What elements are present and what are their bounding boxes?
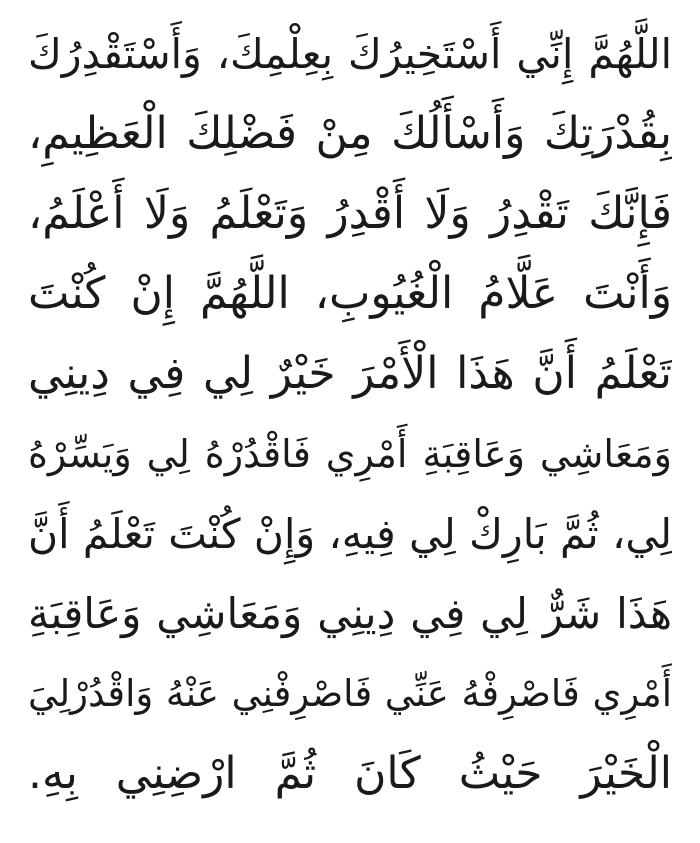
dua-line-8: هَذَا شَرٌّ لِي فِي دِينِي وَمَعَاشِي وَعَاقِبَةِ bbox=[28, 589, 672, 638]
dua-line-1: اللَّهُمَّ إِنِّي أَسْتَخِيرُكَ بِعِلْمِكَ، وَأَسْتَقْدِرُكَ bbox=[28, 30, 672, 78]
dua-line-9: أَمْرِي فَاصْرِفْهُ عَنِّي فَاصْرِفْنِي عَنْهُ وَاقْدُرْلِيَ bbox=[28, 672, 672, 715]
dua-line-4: وَأَنْتَ عَلَّامُ الْغُيُوبِ، اللَّهُمَّ إِنْ كُنْتَ bbox=[28, 268, 672, 319]
dua-line-6: وَمَعَاشِي وَعَاقِبَةِ أَمْرِي فَاقْدُرْهُ لِي وَيَسِّرْهُ bbox=[28, 432, 672, 476]
dua-line-7: لِي، ثُمَّ بَارِكْ لِي فِيهِ، وَإِنْ كُنْتَ تَعْلَمُ أَنَّ bbox=[28, 510, 672, 558]
dua-line-3: فَإِنَّكَ تَقْدِرُ وَلَا أَقْدِرُ وَتَعْلَمُ وَلَا أَعْلَمُ، bbox=[28, 188, 672, 239]
dua-line-5: تَعْلَمُ أَنَّ هَذَا الْأَمْرَ خَيْرٌ لِي فِي دِينِي bbox=[28, 348, 672, 399]
dua-line-2: بِقُدْرَتِكَ وَأَسْأَلُكَ مِنْ فَضْلِكَ الْعَظِيمِ، bbox=[28, 108, 672, 159]
dua-line-10: الْخَيْرَ حَيْثُ كَانَ ثُمَّ ارْضِنِي بِهِ. bbox=[28, 748, 672, 799]
dua-text-block bbox=[28, 14, 672, 814]
